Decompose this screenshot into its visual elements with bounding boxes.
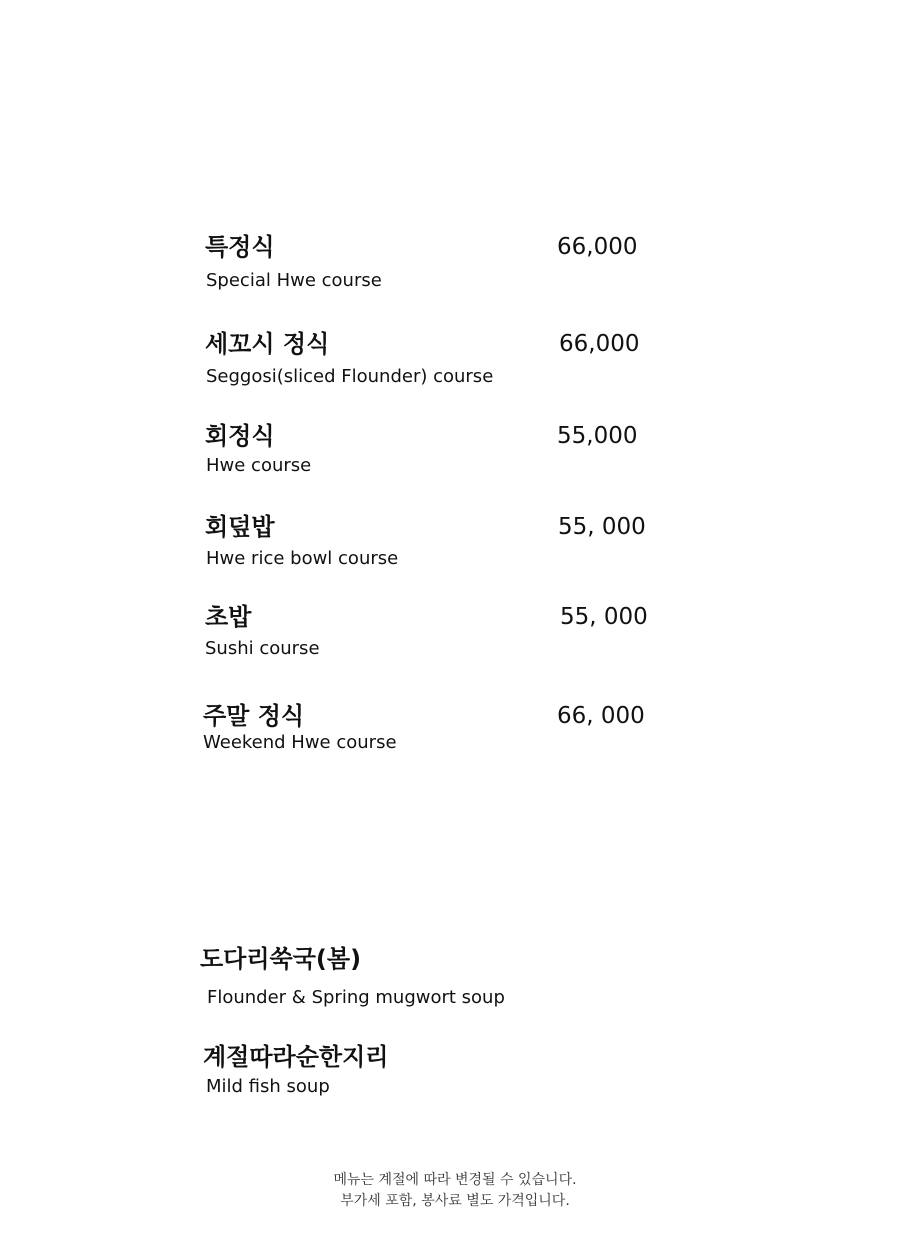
item-name-english: Sushi course	[205, 638, 320, 659]
item-name-korean: 세꼬시 정식	[205, 330, 330, 358]
item-price: 66,000	[559, 331, 640, 357]
item-price: 66, 000	[557, 703, 645, 729]
soup-item-mild-fish	[0, 1042, 900, 1122]
item-price: 55, 000	[560, 604, 648, 630]
item-price: 55, 000	[558, 514, 646, 540]
menu-item-hwe-course	[0, 421, 900, 491]
item-name-korean: 회덮밥	[205, 513, 275, 541]
item-name-english: Seggosi(sliced Flounder) course	[206, 366, 494, 387]
soup-name-english: Flounder & Spring mugwort soup	[207, 987, 505, 1008]
soup-name-korean: 계절따라순한지리	[203, 1043, 389, 1071]
item-name-english: Hwe course	[206, 455, 312, 476]
menu-item-seggosi-course	[0, 329, 900, 399]
item-name-korean: 주말 정식	[203, 702, 305, 730]
menu-item-sushi-course	[0, 602, 900, 672]
menu-item-weekend-course	[0, 701, 900, 771]
item-name-korean: 초밥	[205, 603, 252, 631]
item-name-english: Special Hwe course	[206, 270, 382, 291]
item-name-korean: 회정식	[205, 422, 275, 450]
soup-item-flounder-mugwort	[0, 944, 900, 1024]
footer-notice-season: 메뉴는 계절에 따라 변경될 수 있습니다.	[333, 1172, 577, 1188]
item-price: 66,000	[557, 234, 638, 260]
item-name-korean: 특정식	[205, 233, 275, 261]
item-name-english: Hwe rice bowl course	[206, 548, 399, 569]
footer-notice-tax: 부가세 포함, 봉사료 별도 가격입니다.	[340, 1193, 570, 1209]
menu-item-hwe-rice-bowl-course	[0, 512, 900, 582]
soup-name-korean: 도다리쑥국(봄)	[200, 945, 362, 973]
item-name-english: Weekend Hwe course	[203, 732, 397, 753]
soup-name-english: Mild fish soup	[206, 1076, 330, 1097]
item-price: 55,000	[557, 423, 638, 449]
menu-item-special-course	[0, 232, 900, 302]
